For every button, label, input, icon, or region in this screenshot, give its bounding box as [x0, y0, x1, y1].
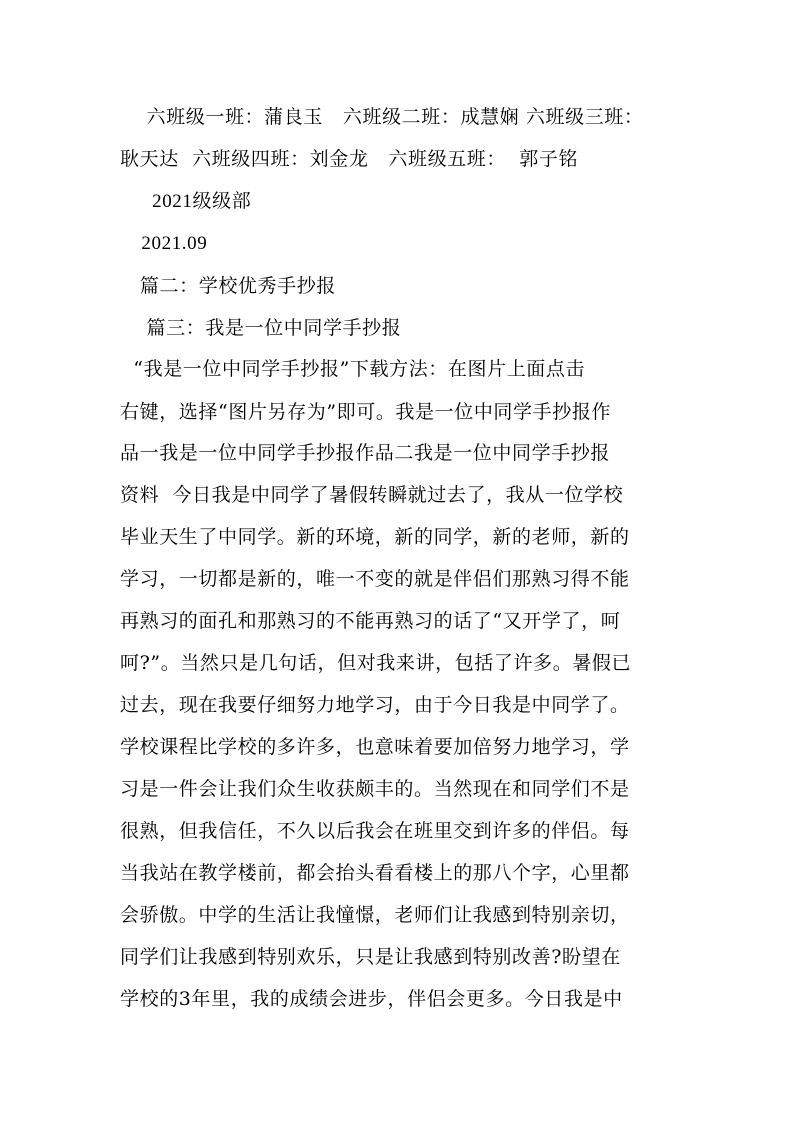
paragraph-line: 右键，选择“图片另存为”即可。我是一位中同学手抄报作	[120, 401, 612, 423]
paragraph-line: 再熟习的面孔和那熟习的不能再熟习的话了“又开学了，呵	[120, 610, 621, 632]
section-heading-2: 篇二：学校优秀手抄报	[120, 275, 336, 297]
paragraph-line: 学习，一切都是新的，唯一不变的就是伴侣们那熟习得不能	[120, 568, 630, 590]
paragraph-line: 学校的3年里，我的成绩会进步，伴侣会更多。今日我是中	[120, 988, 623, 1010]
paragraph-line: 学校课程比学校的多许多，也意味着要加倍努力地学习，学	[120, 736, 630, 758]
paragraph-line: 过去，现在我要仔细努力地学习，由于今日我是中同学了。	[120, 694, 630, 716]
text-line-class-list-2: 耿天达 六班级四班：刘金龙 六班级五班： 郭子铭	[120, 148, 579, 170]
paragraph-line: 资料 今日我是中同学了暑假转瞬就过去了，我从一位学校	[120, 484, 624, 506]
paragraph-line: 习是一件会让我们众生收获颇丰的。当然现在和同学们不是	[120, 778, 630, 800]
text-line-class-list-1: 六班级一班：蒲良玉 六班级二班：成慧娴 六班级三班：	[120, 106, 644, 128]
paragraph-line: 毕业天生了中同学。新的环境，新的同学，新的老师，新的	[120, 526, 630, 548]
paragraph-line: 会骄傲。中学的生活让我憧憬，老师们让我感到特别亲切，	[120, 904, 630, 926]
text-line-grade-dept: 2021级级部	[120, 191, 252, 212]
paragraph-line: 呵?”。当然只是几句话，但对我来讲，包括了许多。暑假已	[120, 652, 632, 674]
text-line-date: 2021.09	[120, 233, 208, 254]
paragraph-line: 品一我是一位中同学手抄报作品二我是一位中同学手抄报	[120, 442, 611, 464]
paragraph-line: 很熟，但我信任，不久以后我会在班里交到许多的伴侣。每	[120, 820, 630, 842]
paragraph-line: “我是一位中同学手抄报”下载方法：在图片上面点击	[120, 358, 586, 380]
section-heading-3: 篇三：我是一位中同学手抄报	[120, 317, 402, 339]
paragraph-line: 当我站在教学楼前，都会抬头看看楼上的那八个字，心里都	[120, 862, 630, 884]
paragraph-line: 同学们让我感到特别欢乐，只是让我感到特别改善?盼望在	[120, 946, 621, 968]
